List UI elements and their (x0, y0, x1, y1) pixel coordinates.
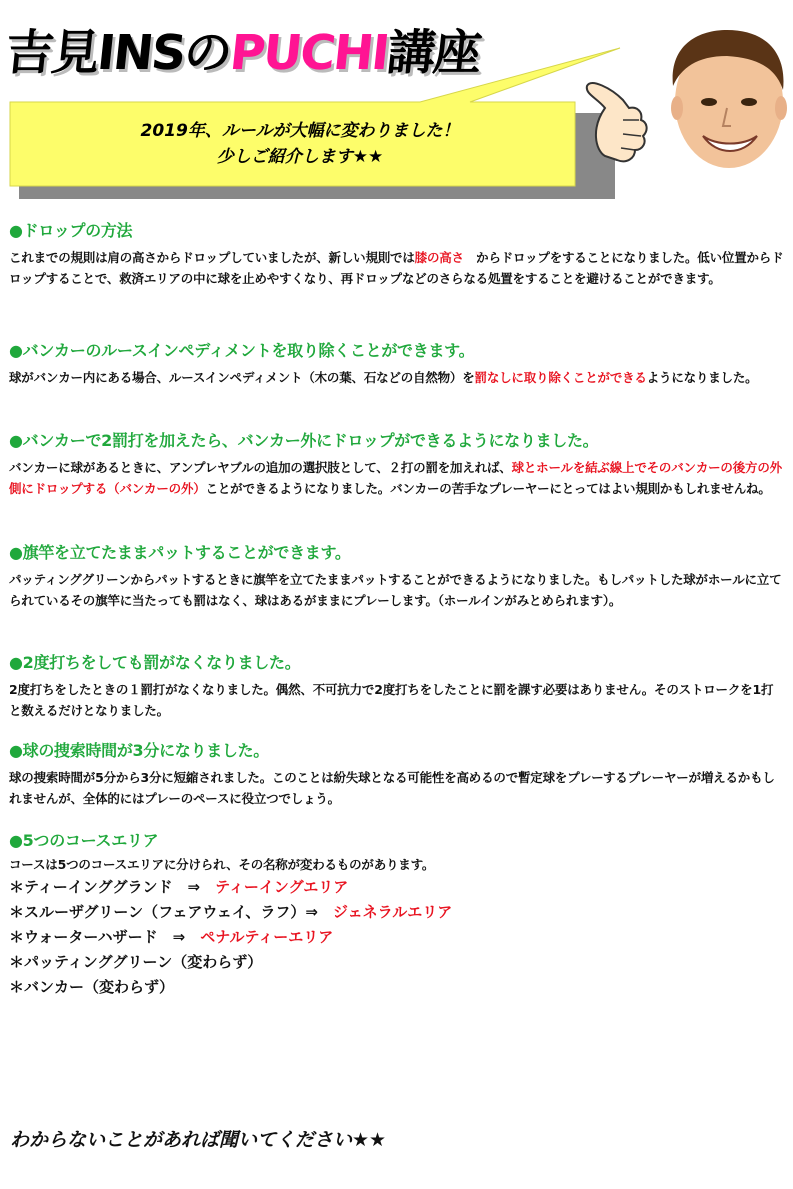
list-item (9, 875, 784, 900)
body-text: バンカーに球があるときに、アンプレヤブルの追加の選択肢として、２打の罰を加えれば、 (9, 460, 512, 475)
section-bunker-loose (9, 338, 784, 388)
section-heading: ●旗竿を立てたままパットすることができます。 (9, 543, 351, 562)
area-list (9, 875, 784, 1000)
old-area-name: ＊ティーインググランド ⇒ (9, 878, 216, 896)
title-part-black: 吉見INSの (2, 25, 234, 81)
old-area-name: ＊スルーザグリーン（フェアウェイ、ラフ）⇒ (9, 903, 333, 921)
old-area-name: ＊パッティンググリーン（変わらず） (9, 953, 263, 971)
section-heading: ●2度打ちをしても罰がなくなりました。 (9, 653, 301, 672)
bubble-text (30, 118, 570, 170)
section-body (9, 247, 784, 289)
section-body (9, 457, 784, 499)
list-item (9, 950, 784, 975)
new-area-name: ペナルティーエリア (200, 928, 334, 946)
old-area-name: ＊バンカー（変わらず） (9, 978, 175, 996)
section-heading: ●5つのコースエリア (9, 831, 159, 850)
thumbs-up-hand-icon (587, 83, 647, 161)
title-part-pink: PUCHI (227, 25, 391, 81)
section-body: パッティンググリーンからパットするときに旗竿を立てたままパットすることができるようになりました。もしパットした球がホールに立てられているその旗竿に当たっても罰はなく、球はあるがままにプレーします。（ホールインがみとめられます）。 (9, 572, 782, 608)
emphasis-text: 球とホールを結ぶ線上でそのバンカーの後方の外側にドロップする（バンカーの外） (9, 460, 782, 496)
section-drop (9, 218, 784, 289)
section-search-time (9, 738, 784, 809)
list-item (9, 900, 784, 925)
section-flagstick (9, 540, 784, 611)
list-item (9, 925, 784, 950)
title-part-suffix: 講座 (384, 25, 483, 81)
section-course-areas (9, 828, 784, 1000)
section-heading: ●バンカーのルースインペディメントを取り除くことができます。 (9, 341, 475, 360)
bubble-line-2: 少しご紹介します★★ (216, 147, 384, 167)
body-text: これまでの規則は肩の高さからドロップしていましたが、新しい規則では (9, 250, 415, 265)
section-heading: ●バンカーで2罰打を加えたら、バンカー外にドロップができるようになりました。 (9, 431, 599, 450)
list-item (9, 975, 784, 1000)
section-body: 球の捜索時間が5分から3分に短縮されました。このことは紛失球となる可能性を高めるので暫定球をプレーするプレーヤーが増えるかもしれませんが、全体的にはプレーのペースに役立つでしょう。 (9, 770, 775, 806)
section-heading: ●球の捜索時間が3分になりました。 (9, 741, 269, 760)
closing-message: わからないことがあれば聞いてください★★ (10, 1129, 387, 1151)
new-area-name: ジェネラルエリア (332, 903, 453, 921)
body-text: ようになりました。 (646, 370, 758, 385)
section-body: コースは5つのコースエリアに分けられ、その名称が変わるものがあります。 (9, 857, 435, 872)
face-photo-icon (577, 16, 793, 196)
body-text: ことができるようになりました。バンカーの苦手なプレーヤーにとってはよい規則かもしれませんね。 (205, 481, 771, 496)
emphasis-text: 膝の高さ (414, 250, 464, 265)
body-text: 球がバンカー内にある場合、ルースインペディメント（木の葉、石などの自然物）を (9, 370, 475, 385)
section-bunker-drop (9, 428, 784, 499)
section-body: 2度打ちをしたときの１罰打がなくなりました。偶然、不可抗力で2度打ちをしたことに罰を課す必要はありません。そのストロークを1打と数えるだけとなりました。 (9, 682, 774, 718)
bubble-line-1: 2019年、ルールが大幅に変わりました！ (140, 121, 460, 141)
body-text: からドロップをすることになりました。低い位置からドロップすることで、救済エリアの中に球を止めやすくなり、再ドロップなどのさらなる処置をすることを避けることができます。 (9, 250, 784, 286)
section-heading: ●ドロップの方法 (9, 221, 133, 240)
section-body (9, 367, 784, 388)
section-double-hit (9, 650, 784, 721)
emphasis-text: 罰なしに取り除くことができる (474, 370, 647, 385)
old-area-name: ＊ウォーターハザード ⇒ (9, 928, 201, 946)
new-area-name: ティーイングエリア (215, 878, 349, 896)
